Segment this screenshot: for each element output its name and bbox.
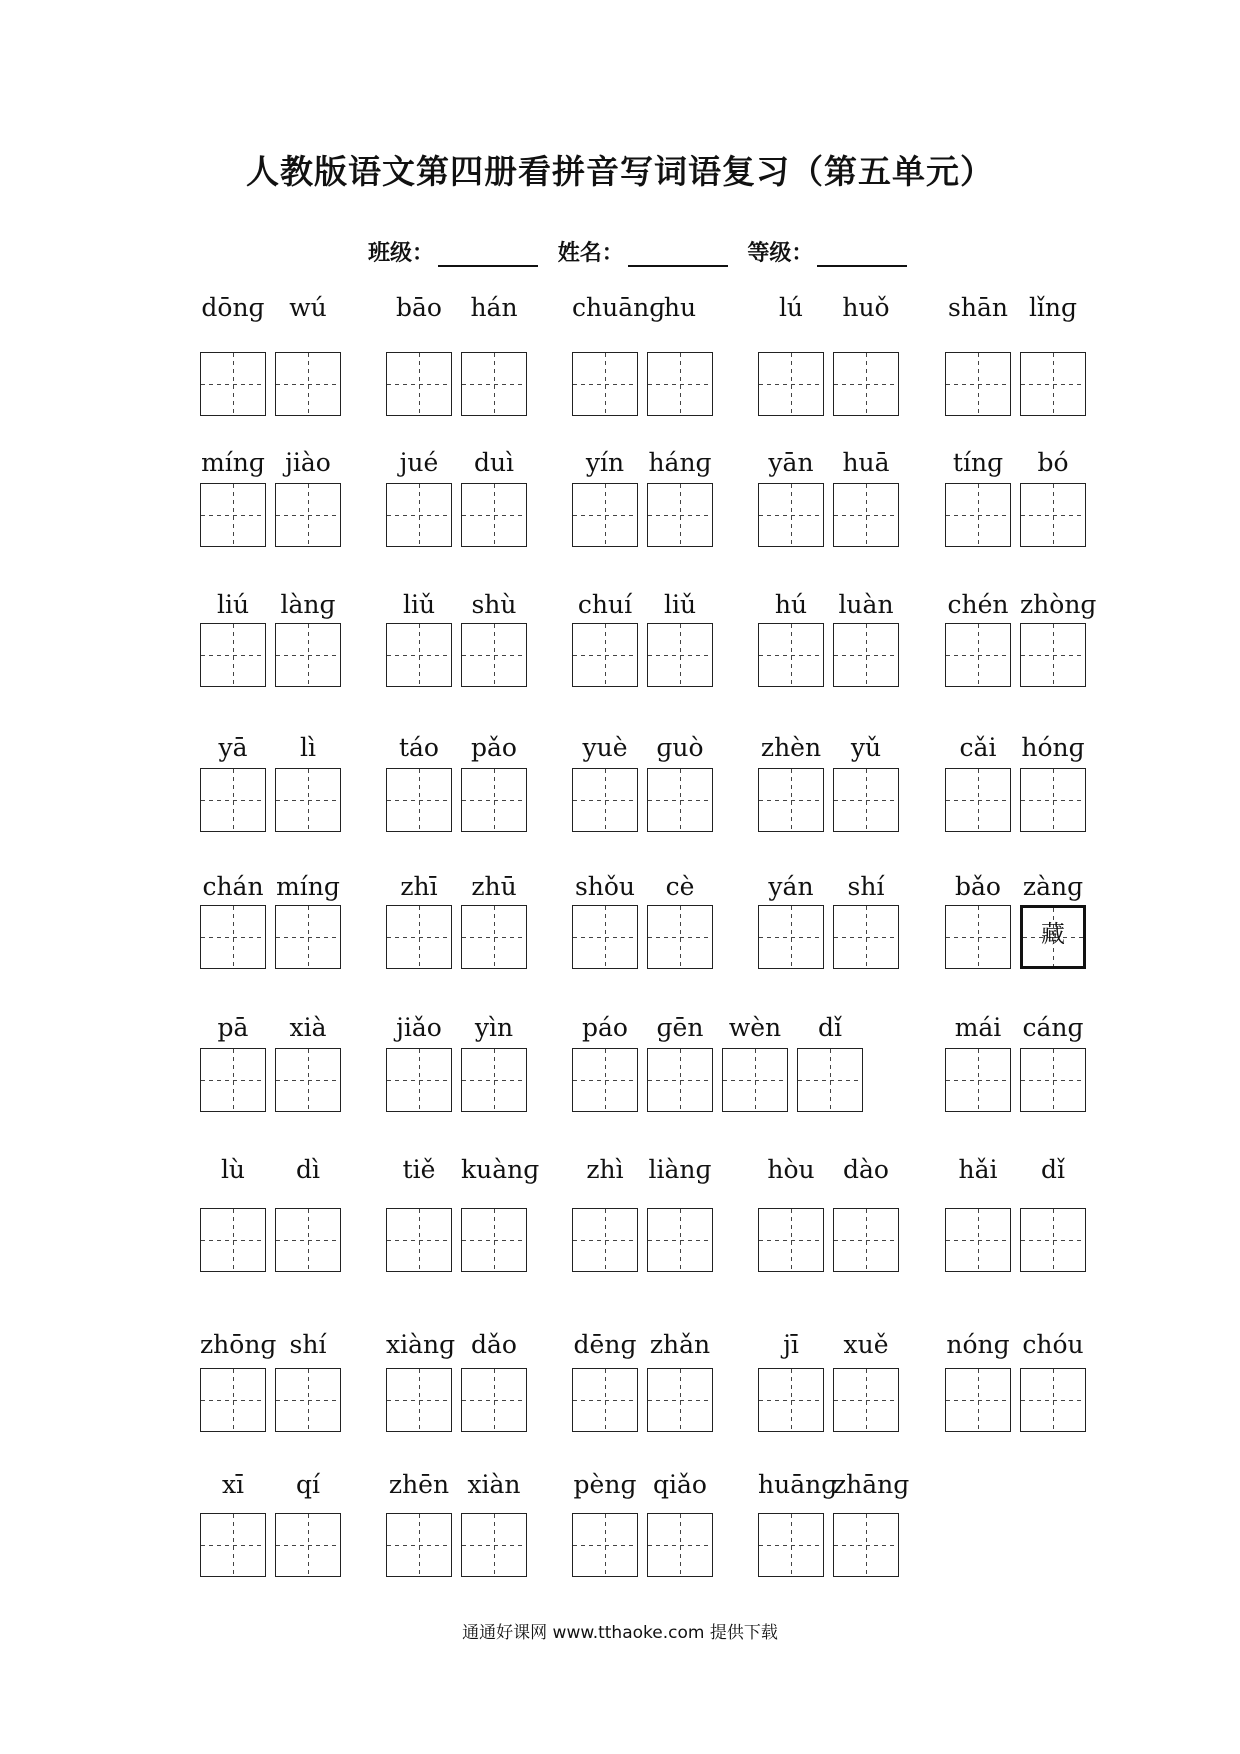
pinyin-syllable: qí	[296, 1470, 320, 1499]
pinyin-syllable: zhī	[400, 872, 438, 901]
pinyin-syllable: mínɡ	[201, 448, 265, 477]
pinyin-syllable: huā	[842, 448, 890, 477]
tianzige-writing-box[interactable]	[275, 1368, 341, 1432]
tianzige-writing-box[interactable]	[647, 1048, 713, 1112]
tianzige-writing-box[interactable]	[386, 623, 452, 687]
tianzige-writing-box[interactable]	[461, 1048, 527, 1112]
pinyin-syllable: bǎo	[955, 872, 1001, 901]
pinyin-syllable: yán	[768, 872, 814, 901]
tianzige-writing-box[interactable]	[833, 768, 899, 832]
pinyin-syllable: dì	[296, 1155, 320, 1184]
pinyin-syllable: lǐnɡ	[1028, 293, 1078, 322]
pinyin-syllable: hu	[663, 293, 697, 322]
pinyin-syllable: liú	[216, 590, 250, 619]
tianzige-writing-box[interactable]	[386, 1513, 452, 1577]
pinyin-syllable: chuānɡ	[572, 293, 666, 322]
pinyin-syllable: cánɡ	[1022, 1013, 1084, 1042]
tianzige-writing-box[interactable]	[275, 1513, 341, 1577]
tianzige-writing-box[interactable]	[461, 905, 527, 969]
class-label: 班级：	[368, 241, 435, 266]
pinyin-syllable: dǐ	[818, 1013, 842, 1042]
tianzige-writing-box[interactable]	[386, 352, 452, 416]
pinyin-syllable: shù	[471, 590, 517, 619]
tianzige-writing-box[interactable]	[200, 1368, 266, 1432]
pinyin-syllable: dēnɡ	[573, 1330, 637, 1359]
pinyin-syllable: shān	[948, 293, 1008, 322]
tianzige-writing-box[interactable]	[945, 352, 1011, 416]
pinyin-syllable: shí	[847, 872, 885, 901]
pinyin-syllable: lì	[300, 733, 316, 762]
tianzige-writing-box[interactable]	[275, 623, 341, 687]
grade-blank[interactable]	[817, 241, 907, 267]
grade-label: 等级：	[747, 241, 814, 266]
tianzige-writing-box[interactable]	[1020, 352, 1086, 416]
pinyin-syllable: yín	[585, 448, 625, 477]
tianzige-writing-box[interactable]	[386, 1048, 452, 1112]
prefilled-writing-box[interactable]	[1020, 905, 1086, 969]
pinyin-syllable: pènɡ	[573, 1470, 637, 1499]
tianzige-writing-box[interactable]	[945, 1208, 1011, 1272]
tianzige-writing-box[interactable]	[386, 905, 452, 969]
page-title: 人教版语文第四册看拼音写词语复习（第五单元）	[246, 152, 994, 191]
pinyin-syllable: hónɡ	[1021, 733, 1085, 762]
tianzige-writing-box[interactable]	[200, 483, 266, 547]
pinyin-syllable: xiànɡ	[386, 1330, 456, 1359]
pinyin-syllable: xī	[221, 1470, 245, 1499]
pinyin-syllable: zhǎn	[649, 1330, 711, 1359]
pinyin-syllable: jué	[399, 448, 439, 477]
tianzige-writing-box[interactable]	[572, 1048, 638, 1112]
tianzige-writing-box[interactable]	[275, 483, 341, 547]
tianzige-writing-box[interactable]	[722, 1048, 788, 1112]
tianzige-writing-box[interactable]	[833, 1368, 899, 1432]
tianzige-writing-box[interactable]	[461, 623, 527, 687]
pinyin-syllable: bó	[1037, 448, 1069, 477]
pinyin-syllable: yìn	[474, 1013, 514, 1042]
pinyin-syllable: hǎi	[958, 1155, 998, 1184]
tianzige-writing-box[interactable]	[572, 1368, 638, 1432]
footer-credit: 通通好课网 www.tthaoke.com 提供下载	[462, 1623, 778, 1643]
tianzige-writing-box[interactable]	[945, 1368, 1011, 1432]
pinyin-syllable: zhānɡ	[833, 1470, 910, 1499]
pinyin-syllable: tínɡ	[952, 448, 1004, 477]
tianzige-writing-box[interactable]	[647, 905, 713, 969]
tianzige-writing-box[interactable]	[758, 1513, 824, 1577]
tianzige-writing-box[interactable]	[200, 352, 266, 416]
tianzige-writing-box[interactable]	[833, 483, 899, 547]
pinyin-syllable: lú	[778, 293, 804, 322]
pinyin-syllable: tiě	[402, 1155, 436, 1184]
tianzige-writing-box[interactable]	[461, 1513, 527, 1577]
pinyin-syllable: mái	[954, 1013, 1002, 1042]
tianzige-writing-box[interactable]	[386, 768, 452, 832]
pinyin-syllable: pǎo	[471, 733, 517, 762]
pinyin-syllable: lànɡ	[280, 590, 336, 619]
tianzige-writing-box[interactable]	[1020, 623, 1086, 687]
pinyin-syllable: dào	[843, 1155, 889, 1184]
tianzige-writing-box[interactable]	[275, 352, 341, 416]
tianzige-writing-box[interactable]	[758, 483, 824, 547]
pinyin-syllable: zhōnɡ	[200, 1330, 277, 1359]
tianzige-writing-box[interactable]	[275, 905, 341, 969]
pinyin-syllable: chuí	[577, 590, 633, 619]
pinyin-syllable: jiǎo	[396, 1013, 442, 1042]
pinyin-syllable: bāo	[396, 293, 442, 322]
tianzige-writing-box[interactable]	[758, 352, 824, 416]
tianzige-writing-box[interactable]	[758, 623, 824, 687]
pinyin-syllable: jī	[783, 1330, 799, 1359]
tianzige-writing-box[interactable]	[1020, 483, 1086, 547]
tianzige-writing-box[interactable]	[647, 483, 713, 547]
tianzige-writing-box[interactable]	[1020, 768, 1086, 832]
pinyin-syllable: jiào	[285, 448, 331, 477]
pinyin-syllable: lù	[220, 1155, 246, 1184]
pinyin-syllable: zànɡ	[1022, 872, 1084, 901]
tianzige-writing-box[interactable]	[945, 483, 1011, 547]
tianzige-writing-box[interactable]	[386, 1368, 452, 1432]
tianzige-writing-box[interactable]	[945, 768, 1011, 832]
pinyin-syllable: wú	[289, 293, 327, 322]
tianzige-writing-box[interactable]	[647, 623, 713, 687]
tianzige-writing-box[interactable]	[200, 768, 266, 832]
tianzige-writing-box[interactable]	[200, 1208, 266, 1272]
tianzige-writing-box[interactable]	[572, 1208, 638, 1272]
tianzige-writing-box[interactable]	[647, 768, 713, 832]
tianzige-writing-box[interactable]	[386, 483, 452, 547]
pinyin-syllable: yuè	[582, 733, 628, 762]
pinyin-syllable: cè	[665, 872, 695, 901]
tianzige-writing-box[interactable]	[572, 483, 638, 547]
pinyin-syllable: qiǎo	[653, 1470, 707, 1499]
tianzige-writing-box[interactable]	[1020, 1208, 1086, 1272]
pinyin-syllable: chén	[947, 590, 1009, 619]
tianzige-writing-box[interactable]	[833, 1208, 899, 1272]
pinyin-syllable: cǎi	[959, 733, 997, 762]
pinyin-syllable: zhònɡ	[1020, 590, 1097, 619]
tianzige-writing-box[interactable]	[461, 483, 527, 547]
tianzige-writing-box[interactable]	[572, 768, 638, 832]
tianzige-writing-box[interactable]	[833, 1513, 899, 1577]
tianzige-writing-box[interactable]	[833, 623, 899, 687]
tianzige-writing-box[interactable]	[833, 905, 899, 969]
tianzige-writing-box[interactable]	[945, 905, 1011, 969]
tianzige-writing-box[interactable]	[275, 1048, 341, 1112]
tianzige-writing-box[interactable]	[833, 352, 899, 416]
pinyin-syllable: yā	[218, 733, 248, 762]
pinyin-syllable: mínɡ	[276, 872, 340, 901]
pinyin-syllable: kuànɡ	[461, 1155, 540, 1184]
tianzige-writing-box[interactable]	[461, 768, 527, 832]
example-character: 藏	[1041, 920, 1065, 948]
pinyin-syllable: ɡuò	[656, 733, 704, 762]
pinyin-syllable: liǔ	[402, 590, 436, 619]
pinyin-syllable: yān	[768, 448, 814, 477]
pinyin-syllable: hánɡ	[648, 448, 712, 477]
pinyin-syllable: dōnɡ	[201, 293, 265, 322]
tianzige-writing-box[interactable]	[461, 1368, 527, 1432]
class-blank[interactable]	[438, 241, 538, 267]
pinyin-syllable: shí	[289, 1330, 327, 1359]
tianzige-writing-box[interactable]	[647, 1513, 713, 1577]
pinyin-syllable: chóu	[1022, 1330, 1084, 1359]
tianzige-writing-box[interactable]	[200, 623, 266, 687]
pinyin-syllable: yǔ	[850, 733, 882, 762]
pinyin-syllable: dǎo	[471, 1330, 517, 1359]
pinyin-syllable: duì	[473, 448, 515, 477]
pinyin-syllable: shǒu	[574, 872, 636, 901]
student-info-line	[368, 236, 919, 267]
pinyin-syllable: xiàn	[467, 1470, 521, 1499]
tianzige-writing-box[interactable]	[572, 352, 638, 416]
tianzige-writing-box[interactable]	[758, 905, 824, 969]
pinyin-syllable: zhèn	[760, 733, 822, 762]
pinyin-syllable: luàn	[838, 590, 894, 619]
tianzige-writing-box[interactable]	[945, 623, 1011, 687]
pinyin-syllable: nónɡ	[946, 1330, 1010, 1359]
pinyin-syllable: chán	[202, 872, 264, 901]
tianzige-writing-box[interactable]	[647, 1368, 713, 1432]
tianzige-writing-box[interactable]	[572, 623, 638, 687]
pinyin-syllable: liànɡ	[648, 1155, 712, 1184]
pinyin-syllable: huǒ	[842, 293, 890, 322]
tianzige-writing-box[interactable]	[647, 352, 713, 416]
tianzige-writing-box[interactable]	[797, 1048, 863, 1112]
pinyin-syllable: táo	[398, 733, 439, 762]
tianzige-writing-box[interactable]	[758, 1368, 824, 1432]
tianzige-writing-box[interactable]	[647, 1208, 713, 1272]
pinyin-syllable: hán	[470, 293, 518, 322]
tianzige-writing-box[interactable]	[572, 905, 638, 969]
tianzige-writing-box[interactable]	[572, 1513, 638, 1577]
pinyin-syllable: ɡēn	[656, 1013, 704, 1042]
tianzige-writing-box[interactable]	[758, 768, 824, 832]
tianzige-writing-box[interactable]	[461, 1208, 527, 1272]
pinyin-syllable: xià	[289, 1013, 327, 1042]
pinyin-syllable: zhì	[586, 1155, 624, 1184]
tianzige-writing-box[interactable]	[200, 1048, 266, 1112]
tianzige-writing-box[interactable]	[758, 1208, 824, 1272]
tianzige-writing-box[interactable]	[945, 1048, 1011, 1112]
pinyin-syllable: huānɡ	[758, 1470, 838, 1499]
tianzige-writing-box[interactable]	[461, 352, 527, 416]
pinyin-syllable: páo	[582, 1013, 628, 1042]
tianzige-writing-box[interactable]	[275, 1208, 341, 1272]
pinyin-syllable: pā	[217, 1013, 249, 1042]
pinyin-syllable: dǐ	[1041, 1155, 1065, 1184]
tianzige-writing-box[interactable]	[386, 1208, 452, 1272]
tianzige-writing-box[interactable]	[200, 1513, 266, 1577]
name-blank[interactable]	[628, 241, 728, 267]
tianzige-writing-box[interactable]	[1020, 1368, 1086, 1432]
tianzige-writing-box[interactable]	[200, 905, 266, 969]
pinyin-syllable: xuě	[843, 1330, 889, 1359]
pinyin-syllable: wèn	[728, 1013, 782, 1042]
pinyin-syllable: hú	[774, 590, 808, 619]
pinyin-syllable: zhēn	[388, 1470, 450, 1499]
name-label: 姓名：	[557, 241, 624, 266]
pinyin-syllable: zhū	[471, 872, 517, 901]
pinyin-syllable: liǔ	[663, 590, 697, 619]
tianzige-writing-box[interactable]	[1020, 1048, 1086, 1112]
pinyin-syllable: hòu	[767, 1155, 815, 1184]
tianzige-writing-box[interactable]	[275, 768, 341, 832]
